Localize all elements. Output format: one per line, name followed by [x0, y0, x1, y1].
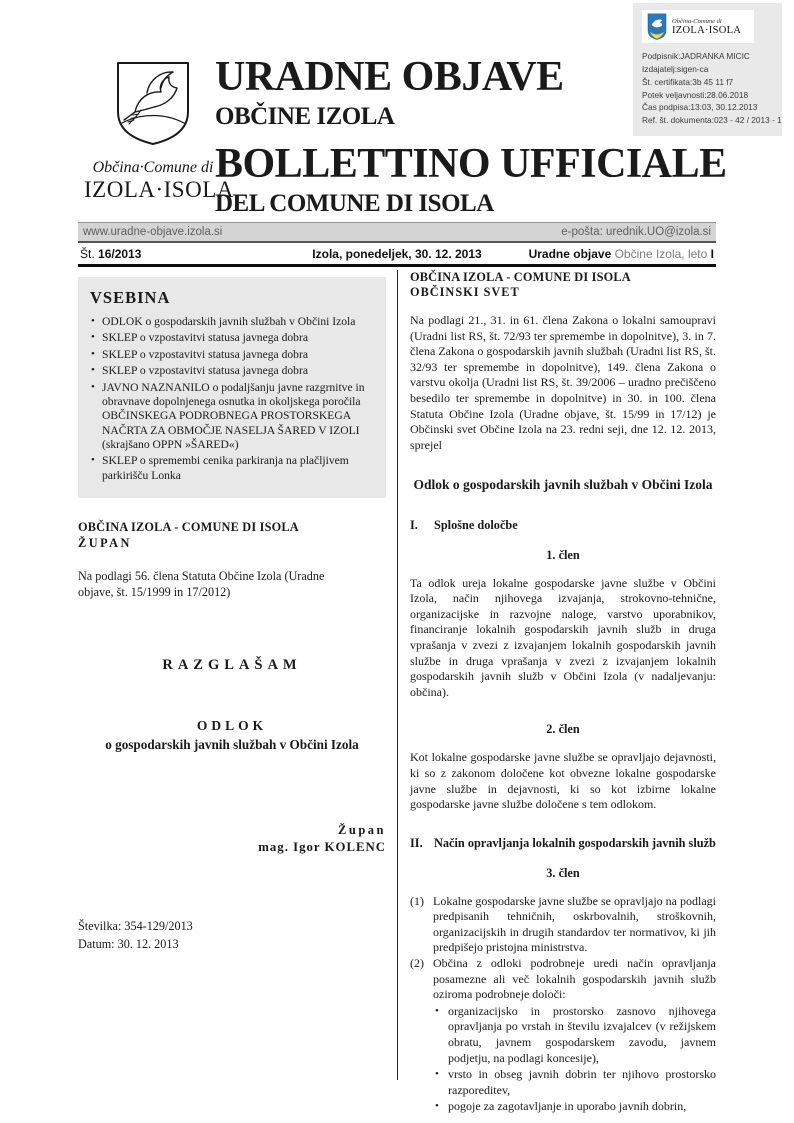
- org-name: OBČINA IZOLA - COMUNE DI ISOLA: [78, 520, 299, 535]
- masthead-title-italian: BOLLETTINO UFFICIALE: [215, 141, 727, 187]
- reference-block: [78, 917, 386, 954]
- section-1-numeral: I.: [410, 517, 418, 532]
- mayor-org-block: [78, 519, 386, 551]
- stamp-document-ref: Ref. št. dokumenta:023 - 42 / 2013 - 1: [642, 115, 782, 126]
- signature-block: [78, 823, 386, 855]
- stamp-logo-caption-line2: IZOLA·ISOLA: [672, 24, 742, 36]
- toc-item: • SKLEP o vzpostavitvi statusa javnega dobra: [90, 348, 374, 362]
- paragraph-1-text: Lokalne gospodarske javne službe se opravljajo na podlagi predpisanih tehničnih, oskrbovalnih, stroškovnih, organizacijskih in drugih standardov ter normativov, ki jih predpišejo pristojna ministrstva.: [433, 893, 716, 955]
- decree-preamble: Na podlagi 21., 31. in 61. člena Zakona o lokalni samoupravi (Uradni list RS, št. 72/93 ter spremembe in dopolnitve), 3. in 7. člena Zakona o gospodarskih javnih službah (Uradni list RS, št. 32/93 ter spremembe in dopolnitve), 149. člena Zakona o varstvu okolja (Uradni list RS, št. 39/2006 – uradno prečiščeno besedilo ter spremembe in dopolnitve) in 30. in 100. člena Statuta Občine Izola (Uradne objave, št. 15/99 in 17/12) je Občinski svet Občine Izola na 23. redni seji, dne 12. 12. 2013, sprejel: [410, 313, 716, 452]
- article-3-paragraph-2: [410, 956, 716, 1003]
- article-3-heading: 3. člen: [546, 865, 580, 880]
- bullet-item: • organizacijsko in prostorsko zasnovo njihovega opravljanja po vrstah in številu izvajalcev (v režijskem obratu, javnem gospodarskem zavodu, javnem podjetju, na podlagi koncesije),: [433, 1004, 716, 1066]
- toc-item: • SKLEP o vzpostavitvi statusa javnega dobra: [90, 364, 374, 378]
- edition-normal: Občine Izola, leto: [614, 247, 711, 261]
- decree-announcement: [78, 718, 386, 753]
- issue-number-value: 16/2013: [98, 247, 142, 261]
- logo-caption-line1: Občina·Comune di: [92, 159, 214, 176]
- table-of-contents: [78, 277, 386, 498]
- article-1-text: Ta odlok ureja lokalne gospodarske javne službe v Občini Izola, način njihovega izvajanja, strokovno-tehnične, organizacijske in razvojne naloge, varstvo uporabnikov, financiranje lokalnih gospodarskih javnih služb in druga vprašanja v zvezi z izvajanjem lokalnih gospodarskih javnih službe in druga vprašanja v zvezi z izvajanjem lokalnih gospodarskih javnih služb v Občini Izola (v nadaljevanju: občina).: [410, 575, 716, 699]
- article-3-bullet-list: [410, 1004, 716, 1115]
- email-link[interactable]: e-pošta: urednik.UO@izola.si: [561, 226, 711, 238]
- mayor-legal-basis: Na podlagi 56. člena Statuta Občine Izola (Uradne objave, št. 15/1999 in 17/2012): [78, 568, 325, 600]
- signature-name: mag. Igor KOLENC: [258, 839, 386, 854]
- article-2-text: Kot lokalne gospodarske javne službe se opravljajo dejavnosti, ki so z zakonom določene kot obvezne lokalne gospodarske javne službe in dejavnosti, ki so kot izbirne lokalne gospodarske javne službe določene s tem odlokom.: [410, 750, 716, 812]
- article-3-paragraph-1: [410, 894, 716, 956]
- website-link[interactable]: www.uradne-objave.izola.si: [83, 226, 223, 238]
- article-2-heading: 2. člen: [546, 722, 580, 737]
- org-office-mayor: ŽUPAN: [78, 536, 132, 551]
- stamp-logo-card: [642, 10, 754, 43]
- decree-title: Odlok o gospodarskih javnih službah v Občini Izola: [413, 477, 713, 493]
- signature-role: Župan: [338, 822, 386, 837]
- section-2-numeral: II.: [410, 835, 423, 850]
- stamp-validity: Potek veljavnosti:28.06.2018: [642, 89, 749, 100]
- paragraph-2-text: Občina z odloki podrobneje uredi način opravljanja posamezne ali več lokalnih gospodarskih javnih služb oziroma podrobneje določi:: [433, 956, 716, 1002]
- edition-bold: Uradne objave: [528, 247, 615, 261]
- council-org-name: OBČINA IZOLA - COMUNE DI ISOLA: [410, 270, 631, 284]
- masthead-title-slovenian: URADNE OBJAVE: [215, 54, 564, 100]
- section-1-title: Splošne določbe: [434, 517, 518, 532]
- issue-prefix: Št.: [80, 247, 99, 261]
- toc-item: • SKLEP o spremembi cenika parkiranja na plačljivem parkirišču Lonka: [90, 454, 374, 483]
- article-1-heading: 1. člen: [546, 547, 580, 562]
- contact-bar: [78, 222, 716, 243]
- toc-item: • ODLOK o gospodarskih javnih službah v Občini Izola: [90, 315, 374, 329]
- issue-number: [80, 247, 272, 261]
- section-1-heading: [410, 518, 716, 533]
- masthead-subtitle-italian: DEL COMUNE DI ISOLA: [215, 190, 494, 217]
- paragraph-1-number: (1): [410, 893, 424, 908]
- toc-item: • JAVNO NAZNANILO o podaljšanju javne razgrnitve in obravnave dopolnjenega osnutka in okoljskega poročila OBČINSKEGA PODROBNEGA PROSTORSKEGA NAČRTA ZA OBMOČJE NASELJA ŠARED V IZOLI (skrajšano OPPN »ŠARED«): [90, 381, 374, 453]
- left-column: [78, 277, 386, 953]
- stamp-signer: Podpisnik:JADRANKA MICIC: [642, 51, 750, 61]
- section-2-heading: [410, 836, 716, 851]
- proclamation-heading: RAZGLAŠAM: [162, 656, 302, 673]
- issue-meta-bar: [78, 245, 716, 263]
- section-2-title: Način opravljanja lokalnih gospodarskih javnih služb: [434, 835, 716, 850]
- reference-date: Datum: 30. 12. 2013: [78, 936, 179, 951]
- issue-edition: [522, 247, 714, 261]
- bullet-item: • vrsto in obseg javnih dobrin ter njihovo prostorsko razporeditev,: [433, 1067, 716, 1098]
- masthead-subtitle-slovenian: OBČINE IZOLA: [215, 103, 395, 130]
- toc-title: VSEBINA: [90, 288, 171, 307]
- toc-item: • SKLEP o vzpostavitvi statusa javnega dobra: [90, 331, 374, 345]
- issue-date: Izola, ponedeljek, 30. 12. 2013: [312, 247, 482, 261]
- column-divider: [397, 270, 398, 1080]
- stamp-coat-of-arms-icon: [647, 13, 667, 40]
- decree-word: ODLOK: [196, 717, 268, 733]
- bullet-item: • pogoje za zagotavljanje in uporabo javnih dobrin,: [433, 1099, 716, 1115]
- stamp-sign-time: Čas podpisa:13:03, 30.12.2013: [642, 102, 758, 113]
- stamp-issuer: Izdajatelj:sigen-ca: [642, 63, 709, 74]
- paragraph-2-number: (2): [410, 956, 424, 971]
- header-rule: [78, 264, 716, 267]
- reference-number: Številka: 354-129/2013: [78, 918, 193, 933]
- stamp-certificate-number: Št. certifikata:3b 45 11 f7: [642, 76, 734, 87]
- stamp-logo-text: [672, 18, 741, 36]
- toc-list: [90, 315, 374, 483]
- stamp-logo-caption-line1: Občina-Comune di: [672, 17, 722, 25]
- municipality-logo: [84, 60, 234, 203]
- coat-of-arms-dove-icon: [110, 60, 196, 146]
- decree-subtitle: o gospodarskih javnih službah v Občini Izola: [105, 736, 359, 752]
- edition-year-roman: I: [710, 247, 714, 261]
- council-office: OBČINSKI SVET: [410, 285, 520, 299]
- logo-caption-line2: IZOLA·ISOLA: [84, 177, 234, 202]
- right-column: [410, 270, 716, 1115]
